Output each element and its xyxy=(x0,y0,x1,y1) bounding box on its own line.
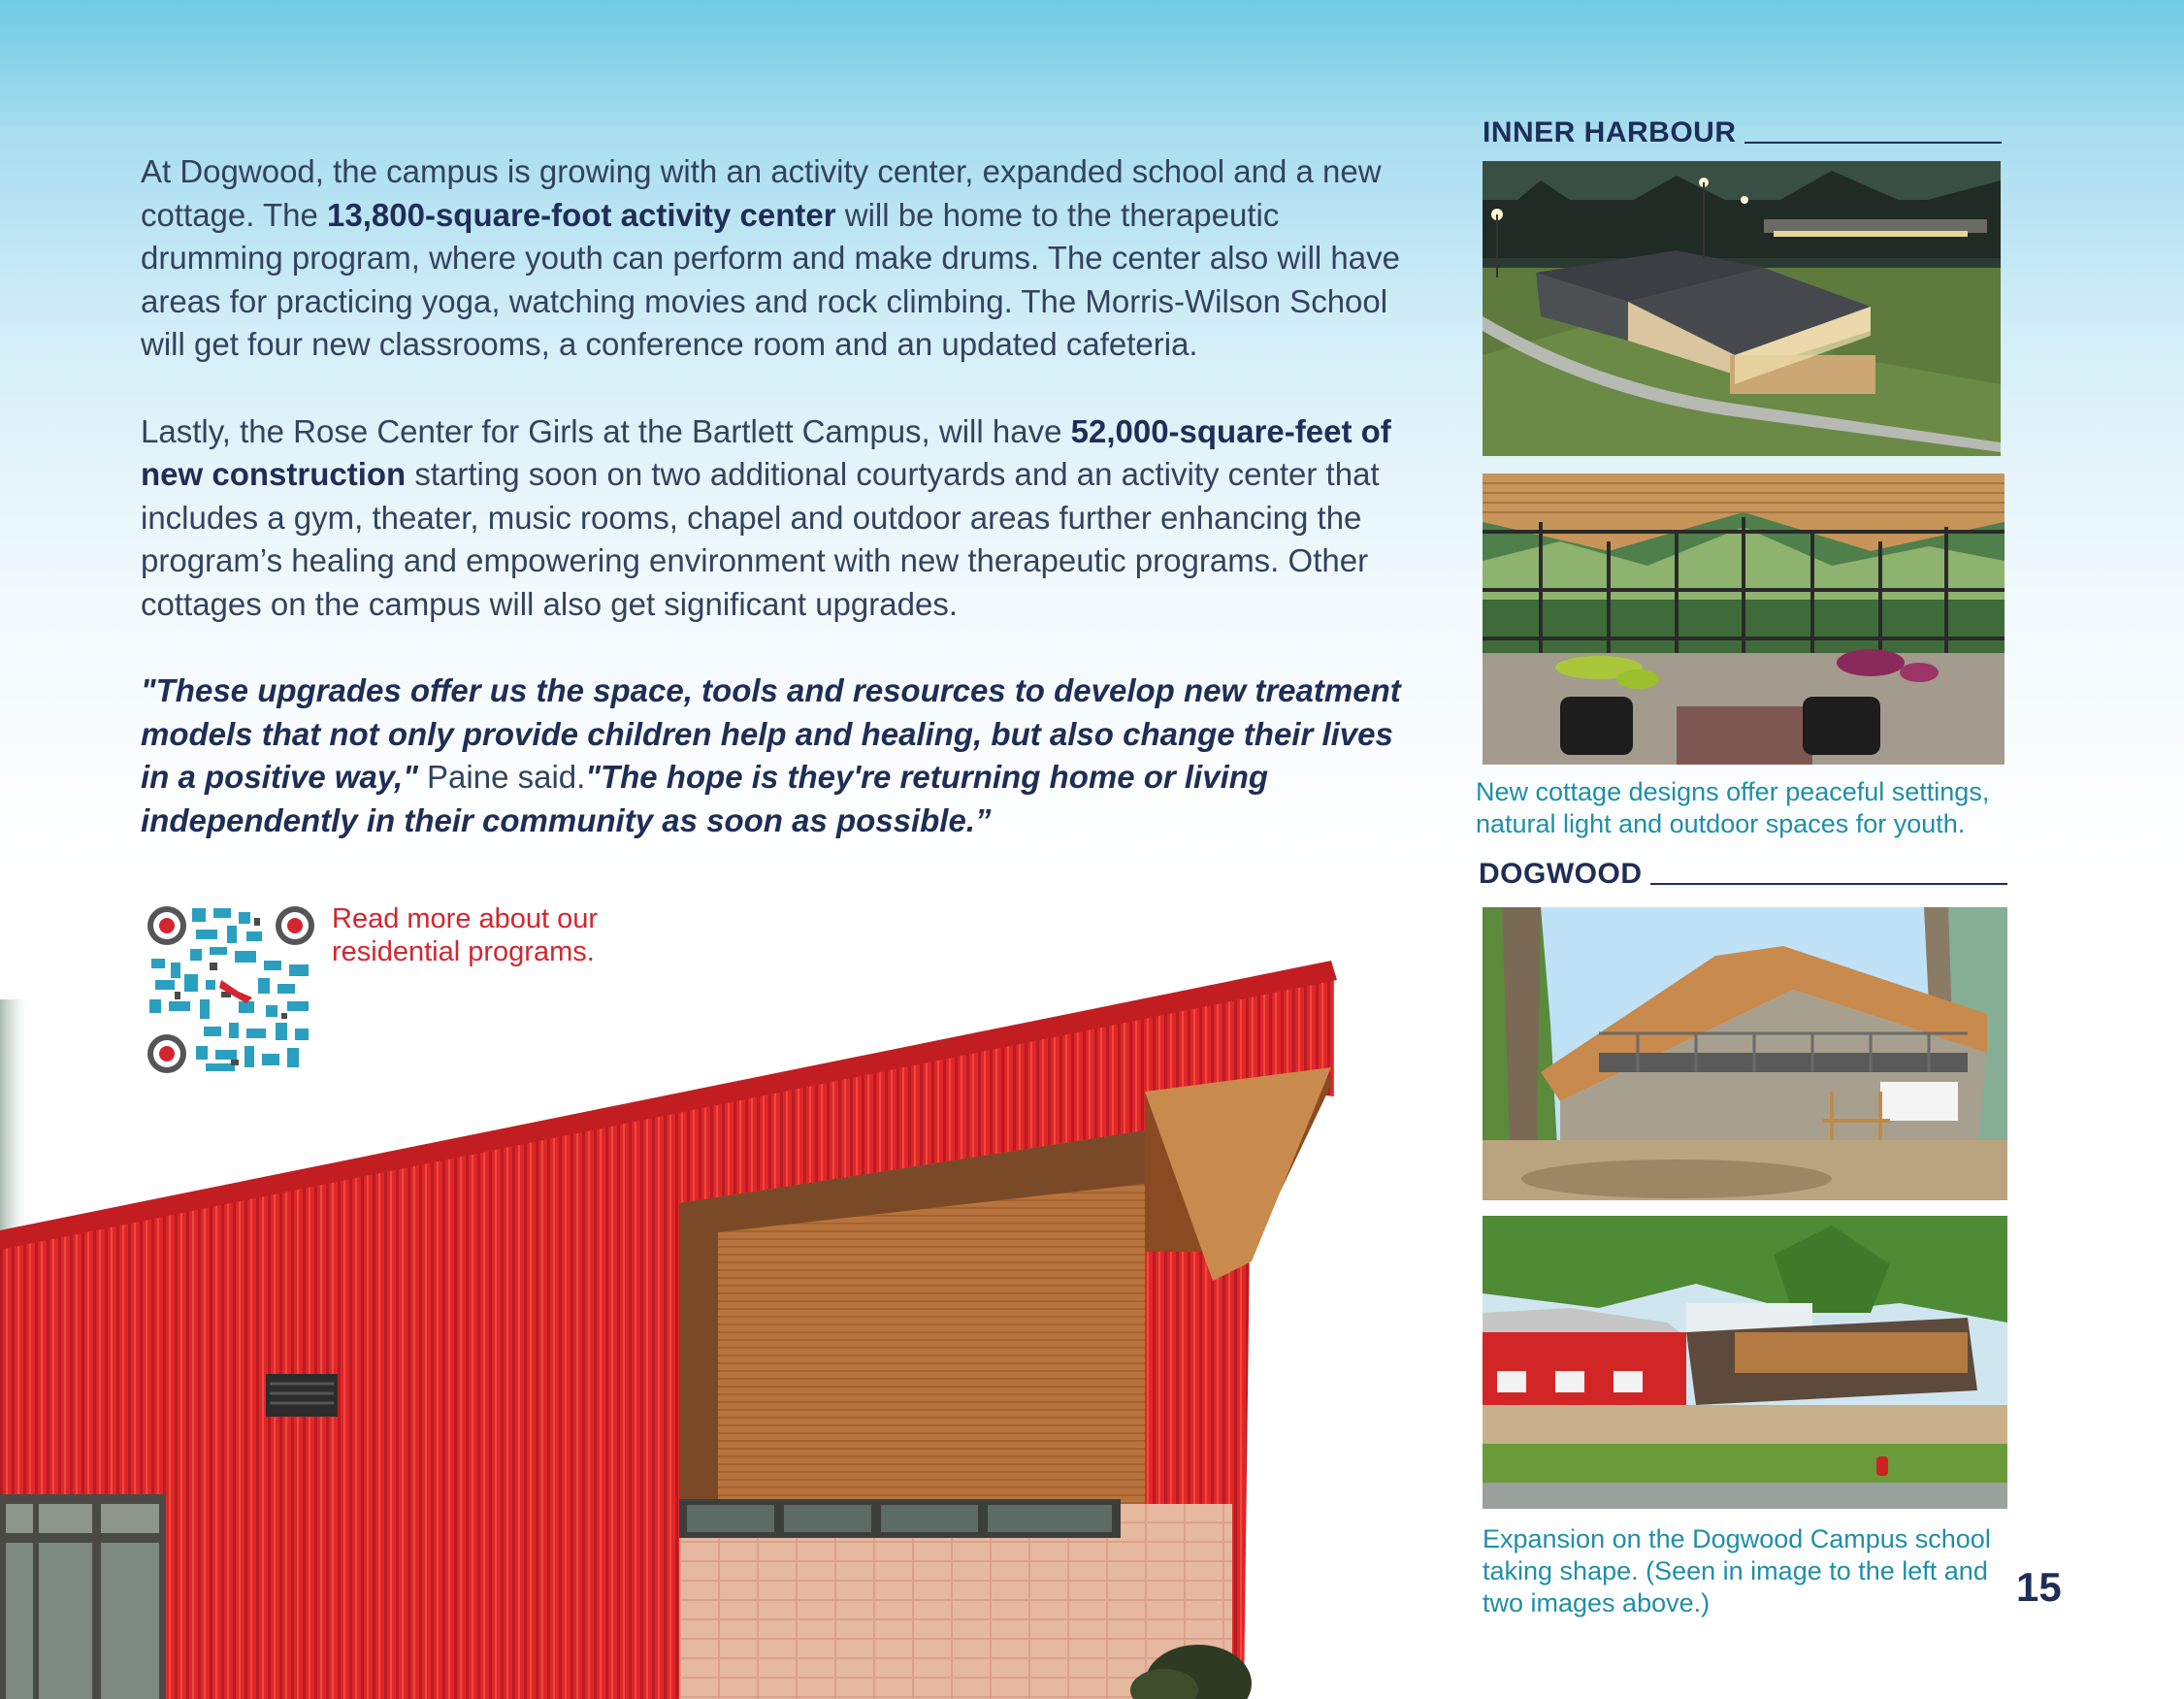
dogwood-heading xyxy=(1479,858,2007,891)
heading-rule xyxy=(1744,142,2003,144)
paragraph1-bold: 13,800-square-foot activity center xyxy=(327,196,836,233)
paragraph1-text-b: will be home to the therapeutic drumming program, where youth can perform and make drums. The center also will have areas for practicing yoga, watching movies and rock climbing. The Morris-Wilson School will get four new classrooms, a conference room and an updated cafeteria. xyxy=(141,196,1400,362)
paragraph-rose-center xyxy=(141,410,1412,627)
qr-call-to-action[interactable]: Read more about our residential programs. xyxy=(332,903,599,967)
cottage-interior-photo xyxy=(1483,474,2005,765)
paragraph-activity-center xyxy=(141,150,1412,367)
paragraph1-text-a: At Dogwood, the campus is growing with an activity center, expanded school and a new cottage. The xyxy=(141,153,1382,233)
quote-part2: "The hope is they're returning home or living independently in their community as soon as possible.” xyxy=(141,759,1269,838)
paine-quote xyxy=(141,670,1412,842)
dogwood-caption: Expansion on the Dogwood Campus school taking shape. (Seen in image to the left and two images above.) xyxy=(1483,1524,1991,1617)
paragraph2-text-b: starting soon on two additional courtyards and an activity center that includes a gym, theater, music rooms, chapel and outdoor areas further enhancing the program’s healing and empowering environment with new therapeutic programs. Other cottages on the campus will also get significant upgrades. xyxy=(141,456,1380,622)
quote-attribution: Paine said. xyxy=(417,759,586,795)
paragraph2-text-a: Lastly, the Rose Center for Girls at the Bartlett Campus, will have xyxy=(141,412,1071,449)
inner-harbour-heading xyxy=(1483,116,2002,149)
dogwood-school-photo xyxy=(1483,1216,2007,1509)
red-building-photo xyxy=(0,961,1358,1699)
heading-rule xyxy=(1650,883,2008,885)
inner-harbour-caption: New cottage designs offer peaceful settings, natural light and outdoor spaces for youth. xyxy=(1476,777,1990,838)
dogwood-heading-text: DOGWOOD xyxy=(1479,858,1643,890)
paragraph2-bold: 52,000-square-feet of new construction xyxy=(141,412,1391,492)
inner-harbour-heading-text: INNER HARBOUR xyxy=(1483,116,1737,148)
body-text xyxy=(141,150,1412,886)
inner-harbour-cottage-photo xyxy=(1483,161,2001,456)
quote-part1: "These upgrades offer us the space, tools and resources to develop new treatment models that not only provide children help and healing, but also change their lives in a positive way," xyxy=(141,672,1401,795)
page-number: 15 xyxy=(2016,1564,2062,1610)
dogwood-construction-photo xyxy=(1483,907,2007,1200)
